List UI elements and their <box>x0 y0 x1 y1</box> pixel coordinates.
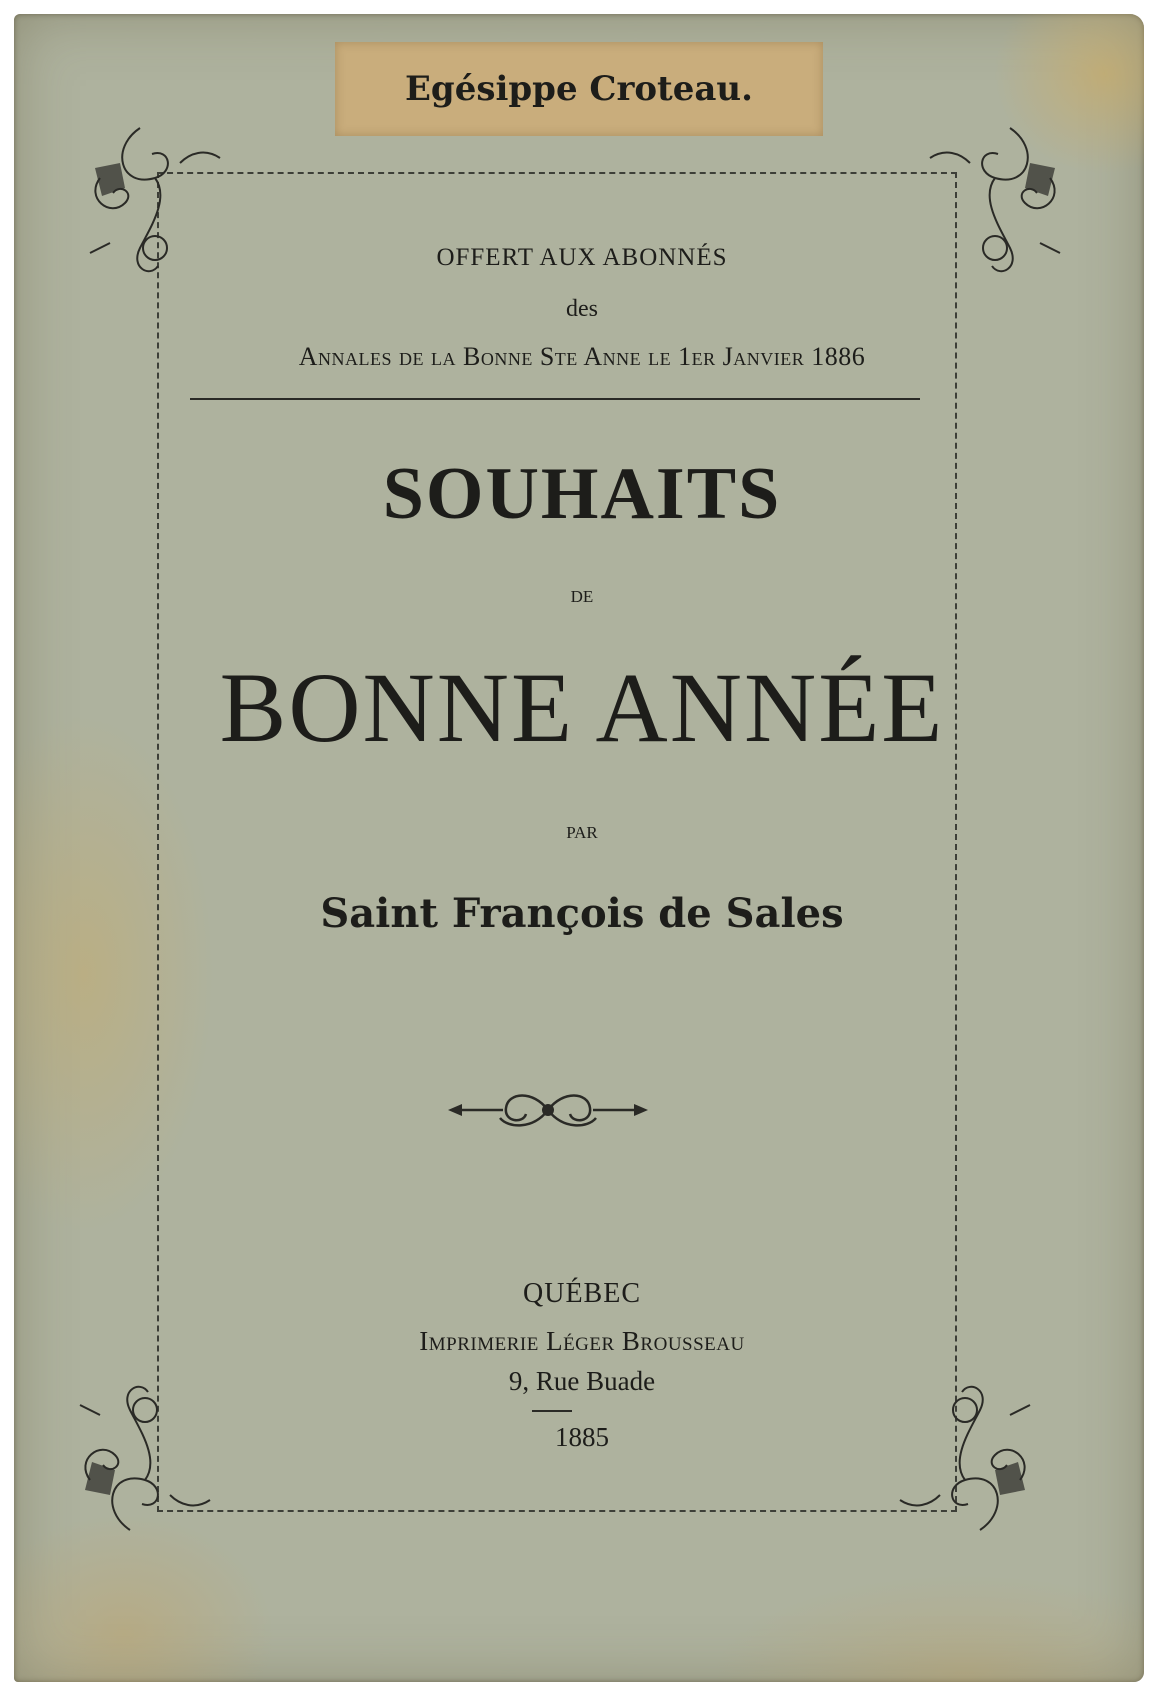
owner-name: Egésippe Croteau. <box>405 69 753 109</box>
title-de: de <box>570 582 594 608</box>
imprint-rule <box>532 1410 572 1412</box>
title-souhaits: SOUHAITS <box>382 453 782 535</box>
owner-name-label <box>335 42 823 136</box>
printer-name: Imprimerie Léger Brousseau <box>419 1326 745 1356</box>
publication-year: 1885 <box>555 1422 609 1452</box>
annals-line: Annales de la Bonne Ste Anne le 1er Janvier 1886 <box>298 342 866 371</box>
offered-to-subscribers: OFFERT AUX ABONNÉS <box>436 244 728 271</box>
des-line: des <box>566 296 598 322</box>
title-bonne-annee: BONNE ANNÉE <box>219 652 945 763</box>
header-rule <box>190 398 920 400</box>
stain <box>714 1574 1144 1682</box>
byline-par: par <box>566 818 598 844</box>
fleuron-ornament-icon <box>448 1082 648 1138</box>
author-name: Saint François de Sales <box>320 890 844 937</box>
city-quebec: QUÉBEC <box>523 1278 641 1309</box>
printer-address: 9, Rue Buade <box>508 1366 656 1396</box>
